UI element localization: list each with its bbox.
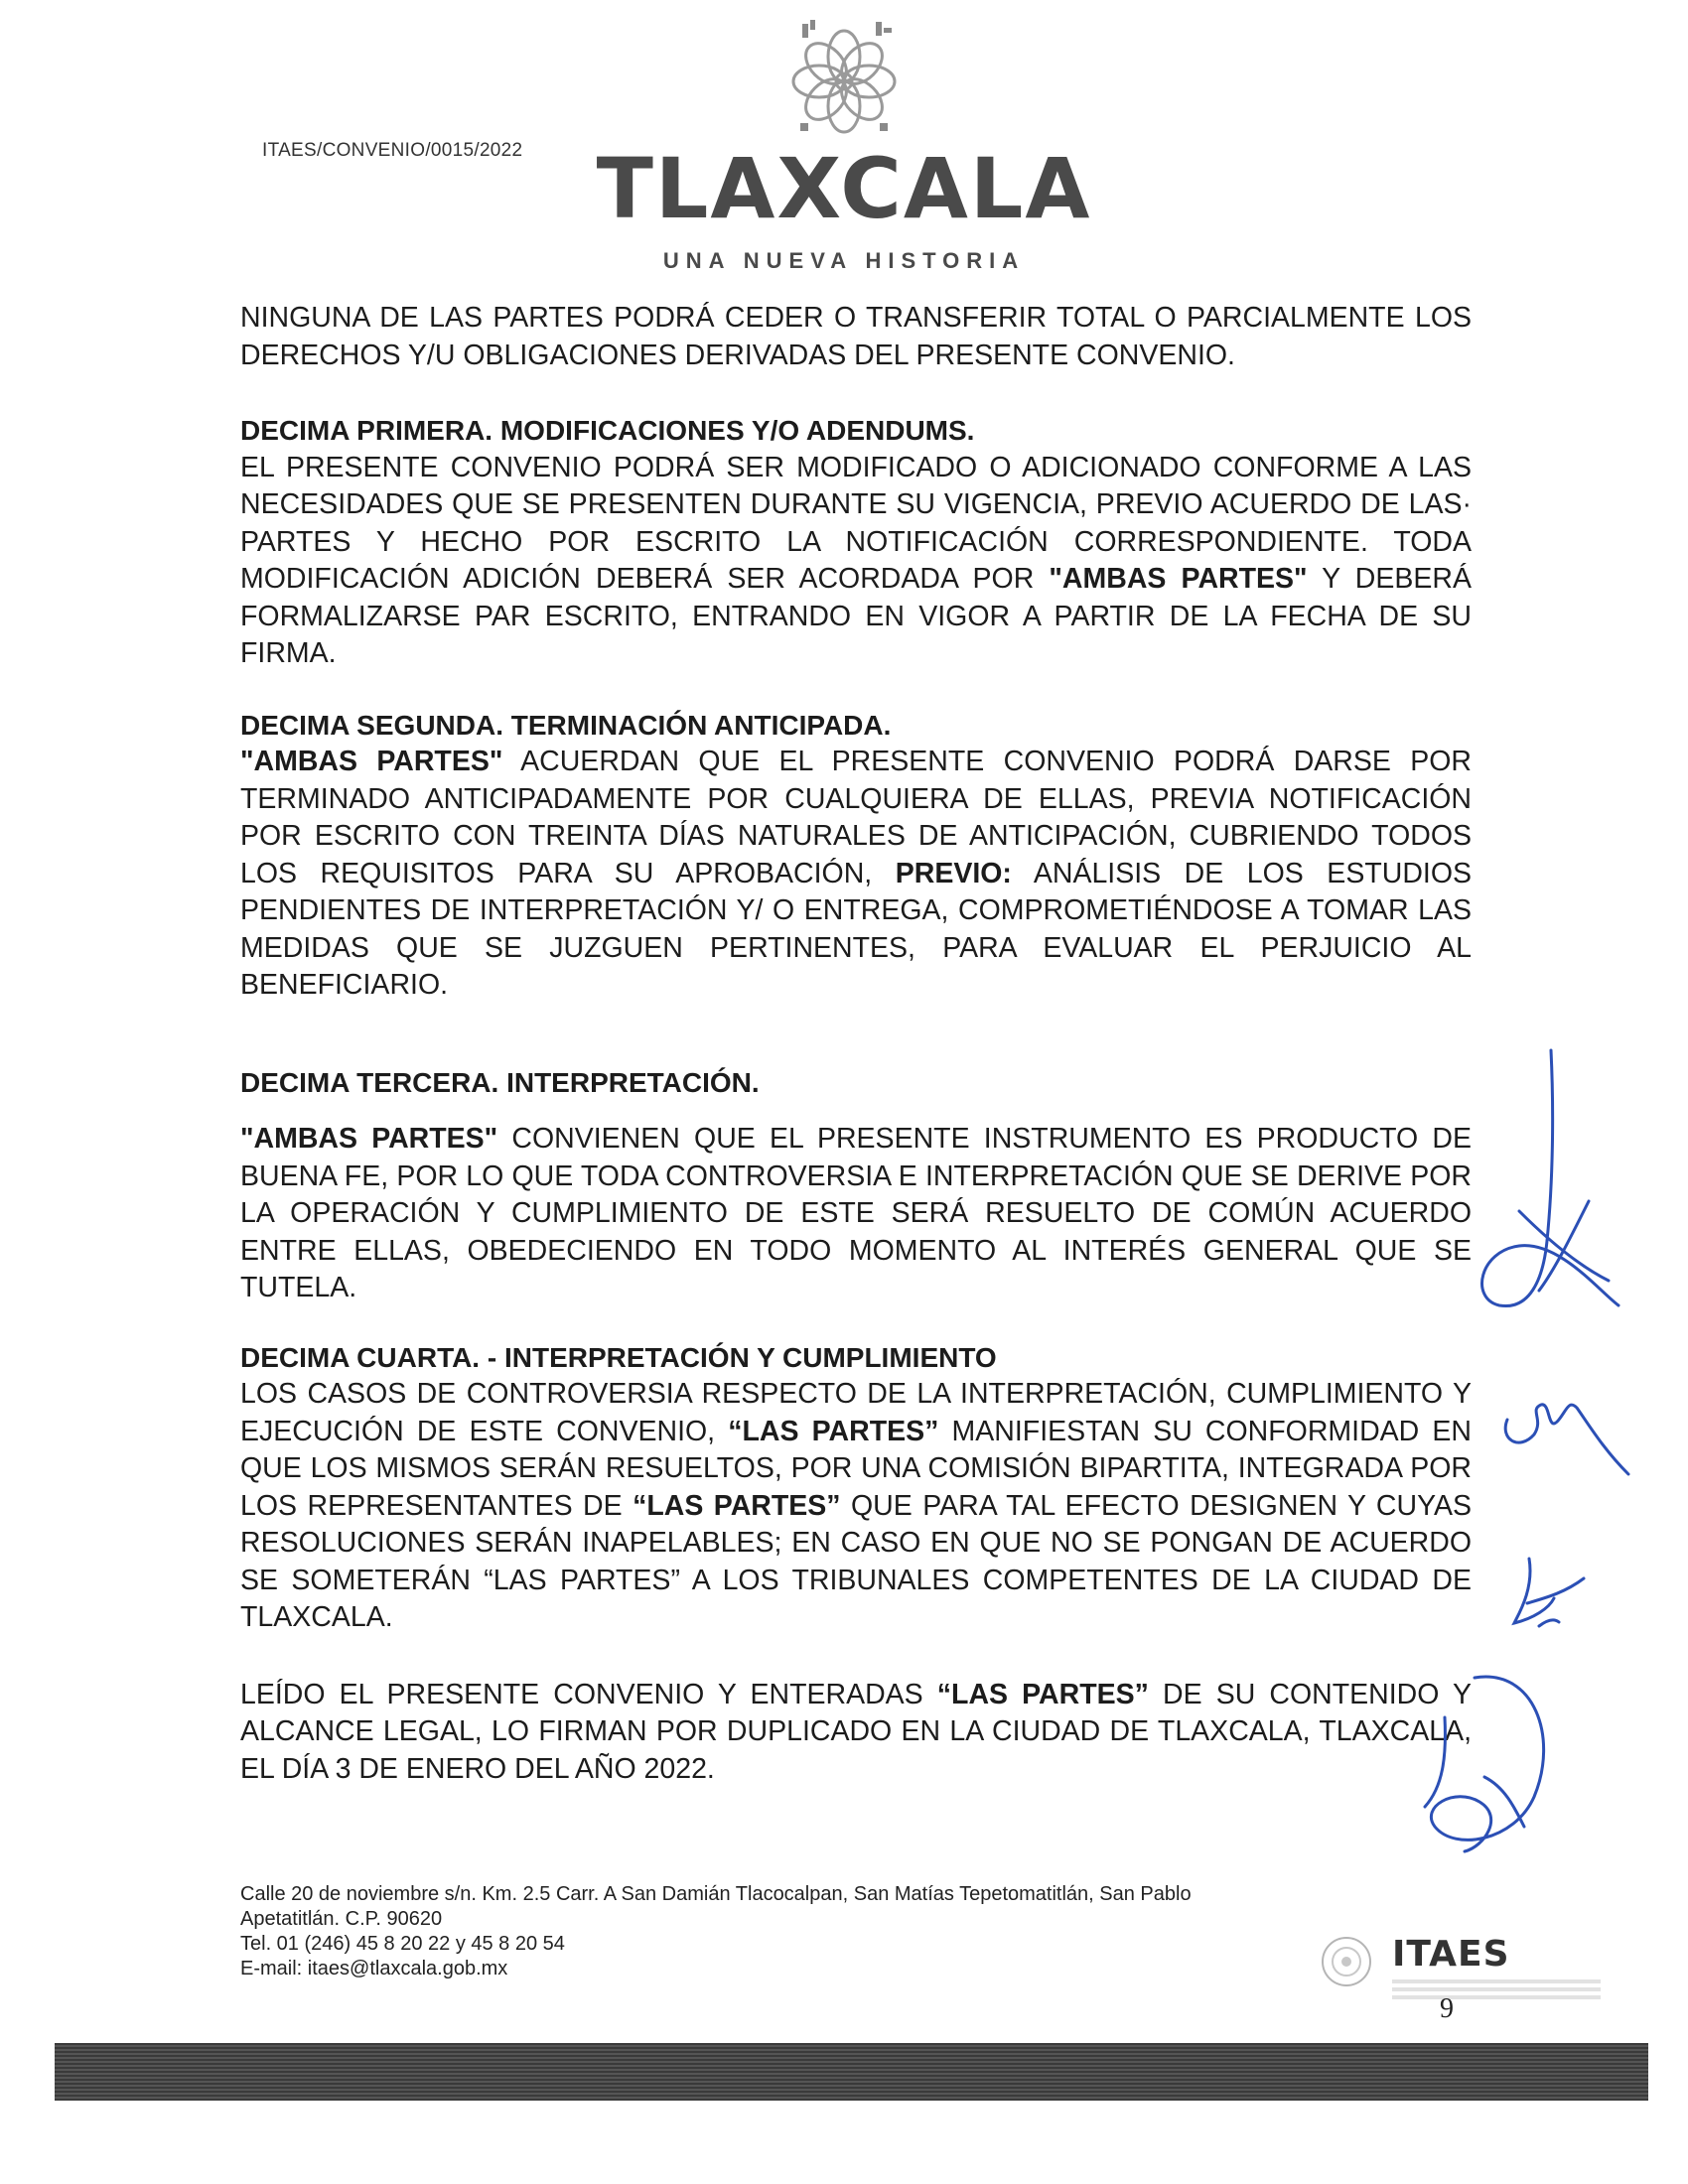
itaes-tagline-lines xyxy=(1392,1979,1601,2003)
footer-phone: Tel. 01 (246) 45 8 20 22 y 45 8 20 54 xyxy=(240,1933,565,1955)
signature-3 xyxy=(1499,1549,1599,1638)
clause-13-paragraph: "AMBAS PARTES" CONVIENEN QUE EL PRESENTE INSTRUMENTO ES PRODUCTO DE BUENA FE, POR LO QUE TODA CONTROVERSIA E INTERPRETACIÓN QUE SE DERIVE POR LA OPERACIÓN Y CUMPLIMIENTO DE ESTE SERÁ RESUELTO DE COMÚN ACUERDO ENTRE ELLAS, OBEDECIENDO EN TODO MOMENTO AL INTERÉS GENERAL QUE SE TUTELA. xyxy=(240,1123,1472,1303)
clause-14-heading: DECIMA CUARTA. - INTERPRETACIÓN Y CUMPLIMIENTO xyxy=(240,1341,997,1373)
footer-contact xyxy=(240,1882,1432,1981)
itaes-seal-icon xyxy=(1319,1934,1374,1989)
clause-12-paragraph: "AMBAS PARTES" ACUERDAN QUE EL PRESENTE CONVENIO PODRÁ DARSE POR TERMINADO ANTICIPADAMENTE POR CUALQUIERA DE ELLAS, PREVIA NOTIFICACIÓN POR ESCRITO CON TREINTA DÍAS NATURALES DE ANTICIPACIÓN, CUBRIENDO TODOS LOS REQUISITOS PARA SU APROBACIÓN, PREVIO: ANÁLISIS DE LOS ESTUDIOS PENDIENTES DE INTERPRETACIÓN Y/ O ENTREGA, COMPROMETIÉNDOSE A TOMAR LAS MEDIDAS QUE SE JUZGUEN PERTINENTES, PARA EVALUAR EL PERJUICIO AL BENEFICIARIO. xyxy=(240,746,1472,1001)
tlaxcala-flower-logo-icon xyxy=(765,12,923,151)
clause-12-heading: DECIMA SEGUNDA. TERMINACIÓN ANTICIPADA. xyxy=(240,709,892,741)
clause-11-paragraph: EL PRESENTE CONVENIO PODRÁ SER MODIFICADO O ADICIONADO CONFORME A LAS NECESIDADES QUE SE PRESENTEN DURANTE SU VIGENCIA, PREVIO ACUERDO DE LAS· PARTES Y HECHO POR ESCRITO LA NOTIFICACIÓN CORRESPONDIENTE. TODA MODIFICACIÓN ADICIÓN DEBERÁ SER ACORDADA POR "AMBAS PARTES" Y DEBERÁ FORMALIZARSE PAR ESCRITO, ENTRANDO EN VIGOR A PARTIR DE LA FECHA DE SU FIRMA. xyxy=(240,451,1472,669)
document-reference: ITAES/CONVENIO/0015/2022 xyxy=(262,140,523,161)
footer-bar xyxy=(55,2043,1648,2101)
itaes-logo-text: ITAES xyxy=(1392,1934,1510,1975)
signature-2 xyxy=(1489,1390,1638,1499)
signature-4 xyxy=(1385,1658,1559,1866)
closing-paragraph: LEÍDO EL PRESENTE CONVENIO Y ENTERADAS “LAS PARTES” DE SU CONTENIDO Y ALCANCE LEGAL, LO FIRMAN POR DUPLICADO EN LA CIUDAD DE TLAXCALA, TLAXCALA, EL DÍA 3 DE ENERO DEL AÑO 2022. xyxy=(240,1678,1472,1785)
agreement-body xyxy=(240,300,1472,1788)
footer-email: E-mail: itaes@tlaxcala.gob.mx xyxy=(240,1958,508,1979)
logo-title: TLAXCALA xyxy=(596,140,1092,237)
page-number: 9 xyxy=(1440,1993,1454,2024)
clause-14-paragraph: LOS CASOS DE CONTROVERSIA RESPECTO DE LA INTERPRETACIÓN, CUMPLIMIENTO Y EJECUCIÓN DE ESTE CONVENIO, “LAS PARTES” MANIFIESTAN SU CONFORMIDAD EN QUE LOS MISMOS SERÁN RESUELTOS, POR UNA COMISIÓN BIPARTITA, INTEGRADA POR LOS REPRESENTANTES DE “LAS PARTES” QUE PARA TAL EFECTO DESIGNEN Y CUYAS RESOLUCIONES SERÁN INAPELABLES; EN CASO EN QUE NO SE PONGAN DE ACUERDO SE SOMETERÁN “LAS PARTES” A LOS TRIBUNALES COMPETENTES DE LA CIUDAD DE TLAXCALA. xyxy=(240,1378,1472,1633)
clause-13-heading: DECIMA TERCERA. INTERPRETACIÓN. xyxy=(240,1066,760,1098)
logo-subtitle: UNA NUEVA HISTORIA xyxy=(662,248,1026,273)
clause-11-heading: DECIMA PRIMERA. MODIFICACIONES Y/O ADENDUMS. xyxy=(240,415,975,446)
intro-paragraph: NINGUNA DE LAS PARTES PODRÁ CEDER O TRANSFERIR TOTAL O PARCIALMENTE LOS DERECHOS Y/U OBLIGACIONES DERIVADAS DEL PRESENTE CONVENIO. xyxy=(240,302,1472,371)
footer-address-line-2: Apetatitlán. C.P. 90620 xyxy=(240,1908,443,1930)
signature-1 xyxy=(1460,1042,1628,1330)
footer-address-line-1: Calle 20 de noviembre s/n. Km. 2.5 Carr. A San Damián Tlacocalpan, San Matías Tepetomatitlán, San Pablo xyxy=(240,1883,1192,1905)
